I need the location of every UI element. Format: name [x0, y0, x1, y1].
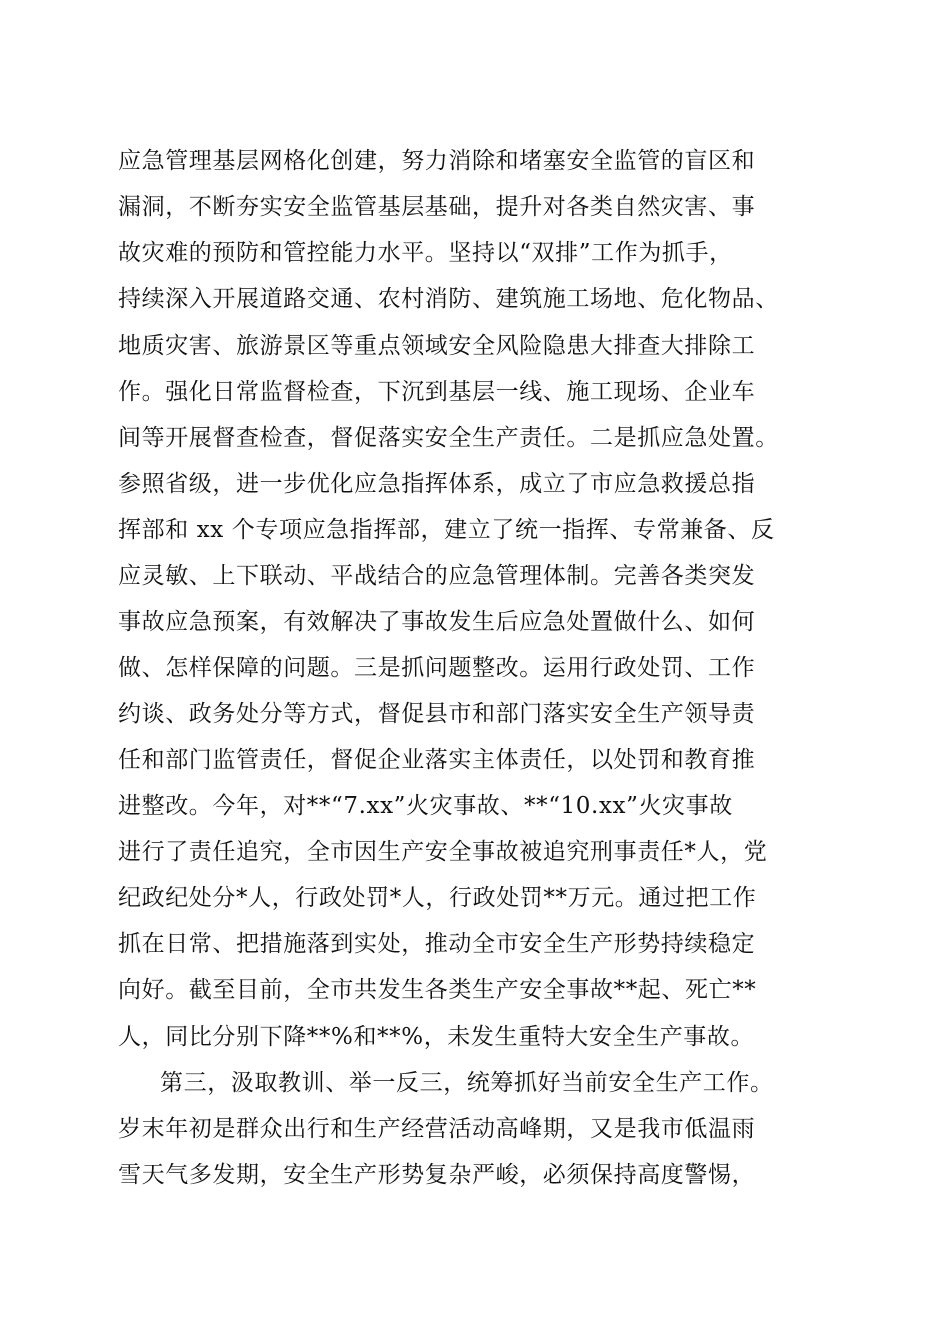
text-line: 抓在日常、把措施落到实处，推动全市安全生产形势持续稳定	[118, 931, 756, 957]
text-line: 向好。截至目前，全市共发生各类生产安全事故**起、死亡**	[118, 977, 757, 1003]
text-line: 地质灾害、旅游景区等重点领域安全风险隐患大排查大排除工	[118, 333, 756, 359]
text-line: 进行了责任追究，全市因生产安全事故被追究刑事责任*人，党	[118, 839, 768, 865]
text-line: 雪天气多发期，安全生产形势复杂严峻，必须保持高度警惕，	[118, 1162, 756, 1188]
text-line: 任和部门监管责任，督促企业落实主体责任，以处罚和教育推	[118, 747, 756, 773]
text-line: 应灵敏、上下联动、平战结合的应急管理体制。完善各类突发	[118, 563, 756, 589]
text-line: 间等开展督查检查，督促落实安全生产责任。二是抓应急处置。	[118, 425, 779, 451]
text-line: 人，同比分别下降**%和**%，未发生重特大安全生产事故。	[118, 1024, 755, 1050]
text-line: 故灾难的预防和管控能力水平。坚持以“双排”工作为抓手，	[118, 240, 733, 266]
text-line: 持续深入开展道路交通、农村消防、建筑施工场地、危化物品、	[118, 286, 779, 312]
text-line: 挥部和 xx 个专项应急指挥部，建立了统一指挥、专常兼备、反	[118, 517, 775, 543]
text-line: 进整改。今年，对**“7.xx”火灾事故、**“10.xx”火灾事故	[118, 793, 733, 819]
text-line: 应急管理基层网格化创建，努力消除和堵塞安全监管的盲区和	[118, 148, 756, 174]
text-line: 约谈、政务处分等方式，督促县市和部门落实安全生产领导责	[118, 701, 756, 727]
text-line: 作。强化日常监督检查，下沉到基层一线、施工现场、企业车	[118, 379, 756, 405]
text-line: 岁末年初是群众出行和生产经营活动高峰期，又是我市低温雨	[118, 1116, 756, 1142]
text-line: 漏洞，不断夯实安全监管基层基础，提升对各类自然灾害、事	[118, 194, 756, 220]
text-line: 参照省级，进一步优化应急指挥体系，成立了市应急救援总指	[118, 471, 756, 497]
section-heading-line: 第三，汲取教训、举一反三，统筹抓好当前安全生产工作。	[160, 1070, 774, 1096]
text-line: 纪政纪处分*人，行政处罚*人，行政处罚**万元。通过把工作	[118, 885, 757, 911]
text-line: 事故应急预案，有效解决了事故发生后应急处置做什么、如何	[118, 609, 756, 635]
text-line: 做、怎样保障的问题。三是抓问题整改。运用行政处罚、工作	[118, 655, 756, 681]
